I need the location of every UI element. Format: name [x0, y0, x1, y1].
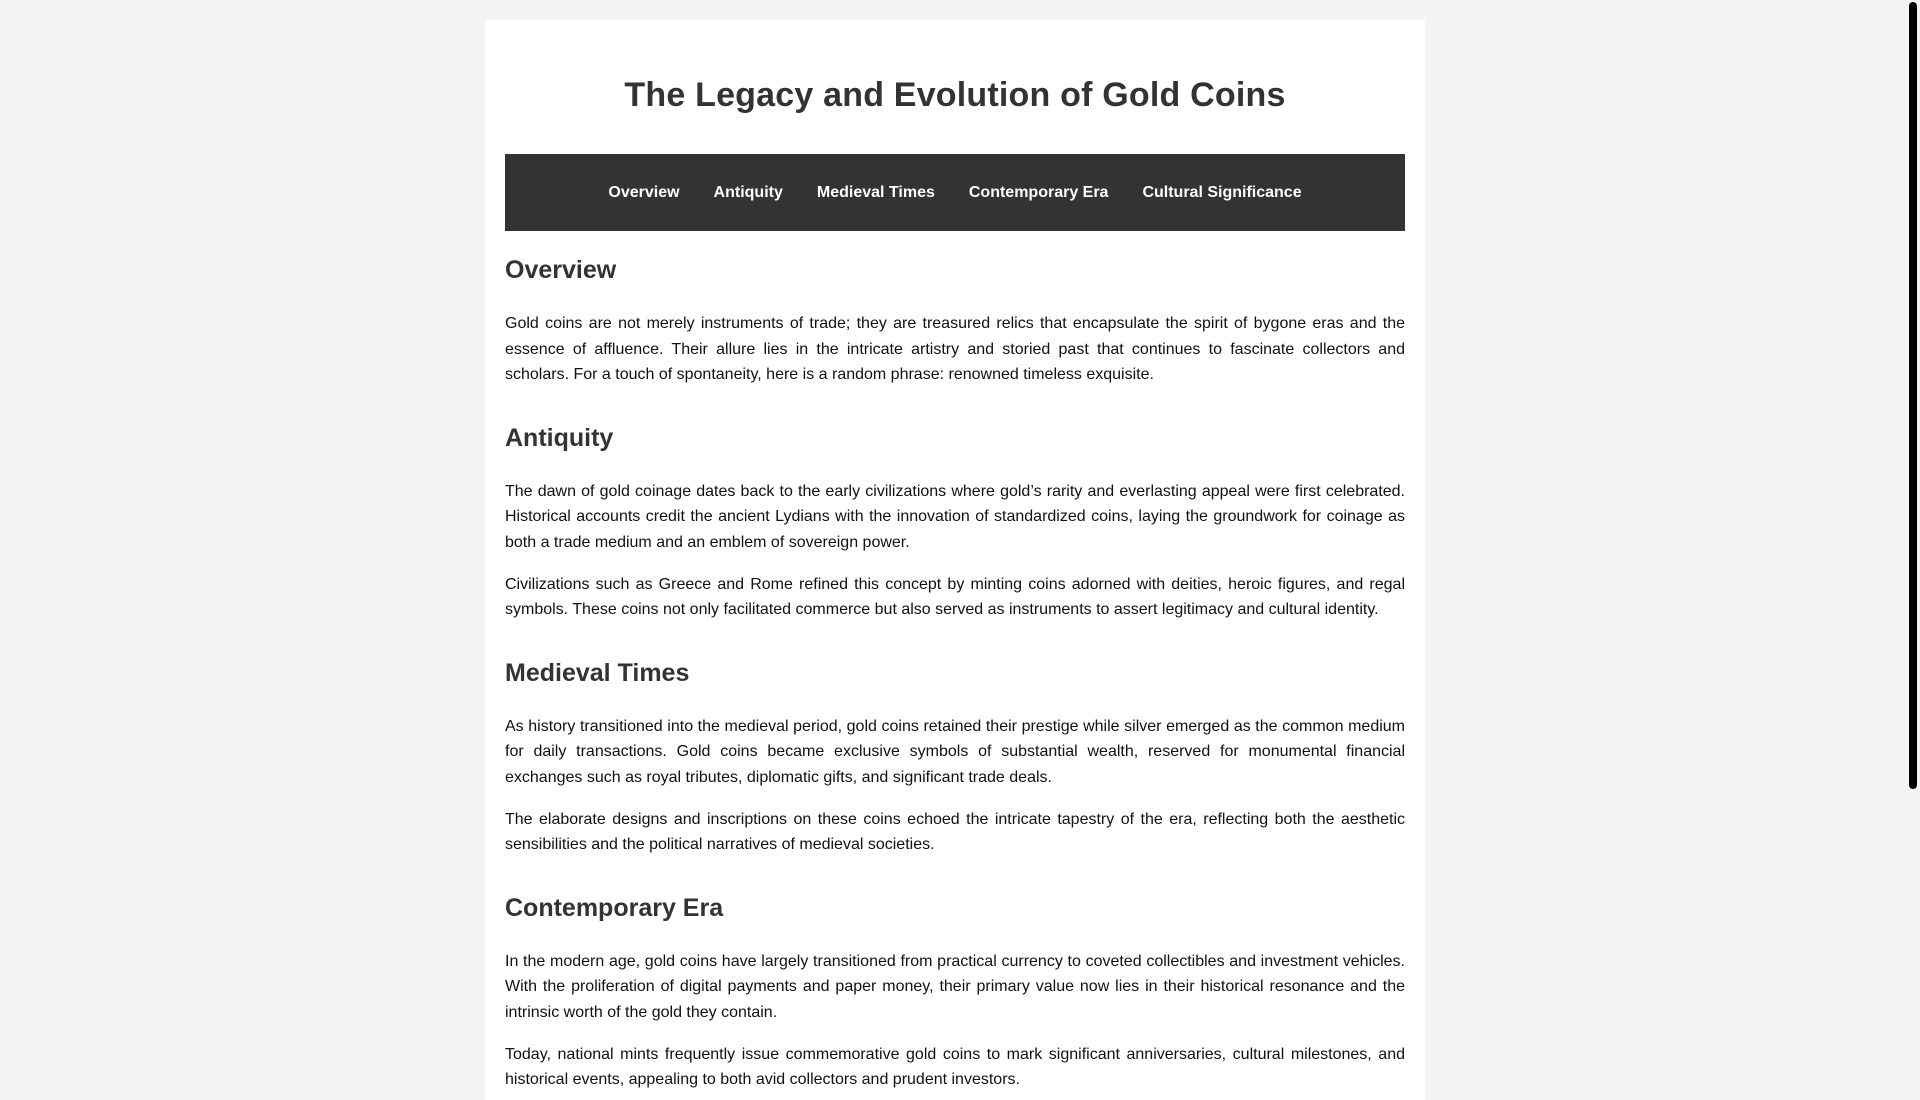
nav-item-cultural-significance[interactable]: Cultural Significance: [1142, 183, 1302, 201]
section-paragraph: Gold coins are not merely instruments of trade; they are treasured relics that encapsulate the spirit of bygone eras and the essence of affluence. Their allure lies in the intricate artistry and storied past that continues to fascinate collectors and scholars. For a touch of spontaneity, here is a random phrase: renowned timeless exquisite.: [505, 315, 1405, 384]
nav-item-contemporary-era[interactable]: Contemporary Era: [968, 183, 1109, 201]
nav-item-antiquity[interactable]: Antiquity: [713, 183, 783, 201]
page-container: [485, 20, 1425, 1100]
section-heading: Overview: [505, 256, 617, 284]
section-heading: Medieval Times: [505, 658, 690, 687]
section-paragraph: In the modern age, gold coins have largely transitioned from practical currency to coveted collectibles and investment vehicles. With the proliferation of digital payments and paper money, their primary value now lies in their historical resonance and the intrinsic worth of the gold they contain.: [505, 952, 1405, 1021]
scrollbar-thumb[interactable]: [1909, 2, 1917, 789]
section-antiquity: [505, 424, 1405, 623]
nav-item-medieval-times[interactable]: Medieval Times: [816, 183, 935, 201]
section-heading: Contemporary Era: [505, 893, 724, 922]
main-nav: [505, 154, 1405, 231]
section-contemporary-era: [505, 894, 1405, 1093]
section-overview: [505, 256, 1405, 388]
section-heading: Antiquity: [505, 423, 614, 452]
section-paragraph: The elaborate designs and inscriptions on these coins echoed the intricate tapestry of the era, reflecting both the aesthetic sensibilities and the political narratives of medieval societies.: [505, 810, 1405, 854]
section-paragraph: The dawn of gold coinage dates back to the early civilizations where gold’s rarity and everlasting appeal were first celebrated. Historical accounts credit the ancient Lydians with the innovation of standardized coins, laying the groundwork for coinage as both a trade medium and an emblem of sovereign power.: [505, 482, 1405, 551]
page-title: The Legacy and Evolution of Gold Coins: [624, 76, 1286, 114]
vertical-scrollbar[interactable]: [1904, 0, 1920, 1080]
section-medieval-times: [505, 659, 1405, 858]
nav-item-overview[interactable]: Overview: [608, 183, 680, 201]
section-paragraph: As history transitioned into the medieval period, gold coins retained their prestige while silver emerged as the common medium for daily transactions. Gold coins became exclusive symbols of substantial wealth, reserved for monumental financial exchanges such as royal tributes, diplomatic gifts, and significant trade deals.: [505, 717, 1405, 786]
section-paragraph: Today, national mints frequently issue commemorative gold coins to mark significant anniversaries, cultural milestones, and historical events, appealing to both avid collectors and prudent investors.: [505, 1045, 1405, 1089]
section-paragraph: Civilizations such as Greece and Rome refined this concept by minting coins adorned with deities, heroic figures, and regal symbols. These coins not only facilitated commerce but also served as instruments to assert legitimacy and cultural identity.: [505, 575, 1405, 619]
